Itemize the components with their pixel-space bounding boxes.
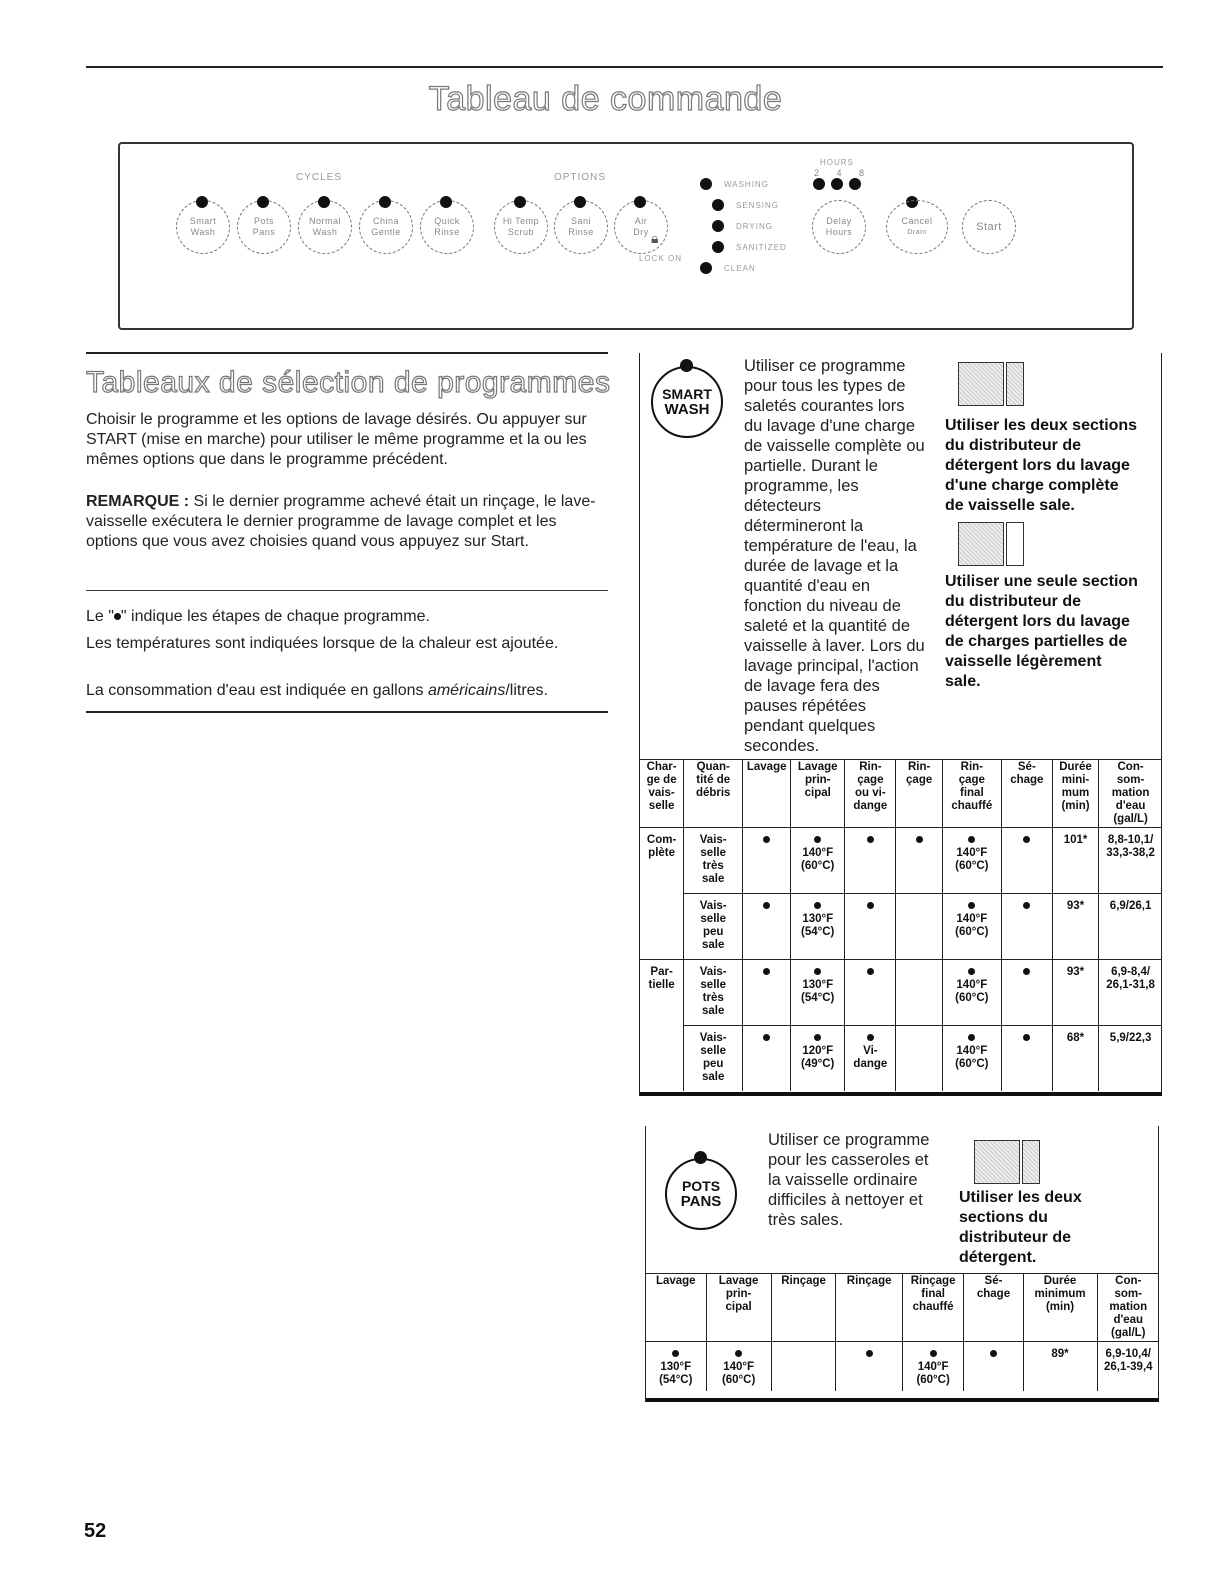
dry-cell xyxy=(1001,894,1052,960)
hours-label: HOURS xyxy=(820,158,854,167)
soil-cell-text: Vais- selle très sale xyxy=(699,966,727,1017)
water-cell xyxy=(1099,960,1162,1026)
rinse-cell xyxy=(896,1026,942,1092)
note-line: d'une charge complète xyxy=(945,477,1119,494)
load-cell xyxy=(640,894,684,960)
pots-dispenser-icon xyxy=(974,1140,1020,1184)
step-dot-icon xyxy=(930,1350,937,1357)
sensing-label: SENSING xyxy=(736,201,780,210)
note-line: Utiliser les deux sections xyxy=(945,417,1138,434)
table-row xyxy=(640,960,1162,1026)
hours-value-8: 8 xyxy=(858,168,864,178)
final-rinse-cell-text: 140°F (60°C) xyxy=(955,979,989,1004)
step-dot-icon xyxy=(735,1350,742,1357)
hours-8-led xyxy=(849,178,861,190)
pots-pans-button[interactable]: Pots Pans xyxy=(237,200,291,254)
rinse-drain-cell xyxy=(845,960,896,1026)
clean-label: CLEAN xyxy=(724,264,756,273)
column-header xyxy=(791,760,845,828)
description-line: détecteurs xyxy=(744,497,822,515)
column-header xyxy=(902,1274,964,1342)
water-line: La consommation d'eau est indiquée en gallons américains/litres. xyxy=(86,682,548,699)
china-gentle-button[interactable]: China Gentle xyxy=(359,200,413,254)
column-header-text: Durée mini- mum (min) xyxy=(1059,761,1092,812)
column-header-text: Lavage prin- cipal xyxy=(718,1275,759,1313)
main-wash-cell-text: 140°F (60°C) xyxy=(721,1361,756,1386)
rinse-drain-cell-text: Vi- dange xyxy=(853,1045,888,1070)
dispenser-both-icon-side xyxy=(1006,362,1024,406)
final-rinse-cell xyxy=(942,960,1001,1026)
main-wash-cell xyxy=(791,894,845,960)
description-line: programme, les xyxy=(744,477,859,495)
load-cell xyxy=(640,828,684,894)
note-line: détergent lors du lavage xyxy=(945,457,1130,474)
rinse-drain-cell xyxy=(845,894,896,960)
column-header-text: Rin- çage final chauffé xyxy=(951,761,993,812)
soil-cell xyxy=(684,960,743,1026)
soil-cell xyxy=(684,1026,743,1092)
step-dot-icon xyxy=(1023,968,1030,975)
clean-led xyxy=(700,262,712,274)
column-header xyxy=(771,1274,836,1342)
column-header xyxy=(845,760,896,828)
water-cell-text: 6,9/26,1 xyxy=(1109,900,1152,912)
time-cell xyxy=(1052,1026,1098,1092)
smart-wash-badge: SMART WASH xyxy=(651,366,723,438)
bullet-dot-icon xyxy=(114,613,121,620)
column-header xyxy=(646,1274,706,1342)
washing-label: WASHING xyxy=(724,180,769,189)
note-line: détergent. xyxy=(959,1249,1037,1266)
time-cell-text: 101* xyxy=(1063,834,1088,846)
note-line: Utiliser une seule section xyxy=(945,573,1138,590)
rinse-cell xyxy=(896,960,942,1026)
legend-line: Le " " indique les étapes de chaque programme. xyxy=(86,608,430,625)
note-line: détergent lors du lavage xyxy=(945,613,1130,630)
pots-pans-table xyxy=(646,1273,1159,1391)
dispenser-one-icon-side xyxy=(1006,522,1024,566)
china-gentle-led xyxy=(379,196,391,208)
lock-icon: 🔒︎ xyxy=(651,230,659,246)
step-dot-icon xyxy=(867,902,874,909)
sanitized-label: SANITIZED xyxy=(736,243,787,252)
hi-temp-scrub-button[interactable]: Hi Temp Scrub xyxy=(494,200,548,254)
time-cell-text: 93* xyxy=(1066,966,1085,978)
column-header xyxy=(1052,760,1098,828)
column-header xyxy=(942,760,1001,828)
description-line: de lavage fera des xyxy=(744,677,880,695)
final-rinse-cell-text: 140°F (60°C) xyxy=(955,913,989,938)
rinse-drain-cell xyxy=(845,828,896,894)
main-wash-cell xyxy=(791,828,845,894)
description-line: détermineront la xyxy=(744,517,864,535)
dry-cell xyxy=(1001,828,1052,894)
description-line: saleté et la quantité de xyxy=(744,617,911,635)
table-header-row xyxy=(646,1274,1159,1342)
washing-led xyxy=(700,178,712,190)
dispenser-one-icon xyxy=(958,522,1004,566)
step-dot-icon xyxy=(814,968,821,975)
section-heading: Tableaux de sélection de programmes xyxy=(86,366,611,399)
table-row xyxy=(640,828,1162,894)
description-line: secondes. xyxy=(744,737,820,755)
note-line: de charges partielles de xyxy=(945,633,1128,650)
description-line: de vaisselle complète ou xyxy=(744,437,925,455)
description-line: pour tous les types de xyxy=(744,377,906,395)
smart-wash-badge-dot xyxy=(680,359,693,372)
step-dot-icon xyxy=(672,1350,679,1357)
lock-on-label: LOCK ON xyxy=(639,254,683,263)
column-header xyxy=(896,760,942,828)
column-header xyxy=(640,760,684,828)
hi-temp-led xyxy=(514,196,526,208)
note-label: REMARQUE : xyxy=(86,493,190,510)
cancel-drain-button[interactable]: Cancel Drain xyxy=(886,200,948,254)
intro-paragraph: Choisir le programme et les options de lavage désirés. Ou appuyer sur START (mise en marche) pour utiliser le même programme et la ou les mêmes options que dans le programme précédent. xyxy=(86,411,587,468)
delay-hours-button[interactable]: Delay Hours xyxy=(812,200,866,254)
smart-wash-led xyxy=(196,196,208,208)
column-header-text: Lavage xyxy=(746,761,787,773)
table-header-row xyxy=(640,760,1162,828)
quick-rinse-button[interactable]: Quick Rinse xyxy=(420,200,474,254)
hours-values xyxy=(814,168,864,178)
column-header-text: Durée minimum (min) xyxy=(1034,1275,1086,1313)
cycles-label: CYCLES xyxy=(296,172,343,183)
description-line: quantité d'eau en xyxy=(744,577,871,595)
load-cell xyxy=(640,1026,684,1092)
description-line: très sales. xyxy=(768,1211,844,1229)
wash-cell xyxy=(743,960,791,1026)
pots-pans-description xyxy=(768,1130,968,1230)
water-cell-text: 6,9-8,4/ 26,1-31,8 xyxy=(1106,966,1155,991)
final-rinse-cell-text: 140°F (60°C) xyxy=(955,847,989,872)
step-dot-icon xyxy=(968,902,975,909)
column-header xyxy=(1097,1274,1159,1342)
smart-wash-description xyxy=(744,356,944,756)
note-paragraph xyxy=(86,492,610,552)
pots-note xyxy=(959,1188,1149,1268)
description-line: pendant quelques xyxy=(744,717,876,735)
soil-cell-text: Vais- selle peu sale xyxy=(699,900,727,951)
sanitized-led xyxy=(712,241,724,253)
soil-cell xyxy=(684,894,743,960)
description-line: la vaisselle ordinaire xyxy=(768,1171,918,1189)
step-dot-icon xyxy=(814,836,821,843)
step-dot-icon xyxy=(968,1034,975,1041)
soil-cell-text: Vais- selle peu sale xyxy=(699,1032,727,1083)
smart-note-one-section xyxy=(945,572,1160,692)
note-text: Si le dernier programme achevé était un rinçage, le lave-vaisselle exécutera le dernier programme de lavage complet et les options que vous avez choisies quand vous appuyez sur Start. xyxy=(86,493,596,550)
water-cell xyxy=(1099,894,1162,960)
step-dot-icon xyxy=(968,968,975,975)
main-wash-cell-text: 120°F (49°C) xyxy=(801,1045,835,1070)
step-dot-icon xyxy=(814,902,821,909)
step-dot-icon xyxy=(968,836,975,843)
dispenser-both-icon xyxy=(958,362,1004,406)
step-dot-icon xyxy=(1023,902,1030,909)
table-row xyxy=(640,1026,1162,1092)
column-header-text: Lavage prin- cipal xyxy=(797,761,838,799)
wash-cell xyxy=(743,828,791,894)
smart-table-bottom-rule xyxy=(640,1092,1162,1096)
page-title: Tableau de commande xyxy=(428,80,783,118)
column-header xyxy=(1023,1274,1097,1342)
column-header xyxy=(684,760,743,828)
load-cell xyxy=(640,960,684,1026)
column-header-text: Rin- çage xyxy=(906,761,933,786)
hours-value-4: 4 xyxy=(836,168,842,178)
column-header xyxy=(1001,760,1052,828)
description-line: Utiliser ce programme xyxy=(768,1131,930,1149)
dry-cell xyxy=(1001,1026,1052,1092)
step-dot-icon xyxy=(763,902,770,909)
note-line: du distributeur de xyxy=(945,593,1081,610)
page-number: 52 xyxy=(84,1520,107,1542)
column-header-text: Rinçage xyxy=(846,1275,892,1287)
rinse-cell xyxy=(896,828,942,894)
note-line: du distributeur de xyxy=(945,437,1081,454)
description-line: pour les casseroles et xyxy=(768,1151,929,1169)
quick-rinse-led xyxy=(440,196,452,208)
main-wash-cell-text: 130°F (54°C) xyxy=(801,979,835,1004)
column-header-text: Char- ge de vais- selle xyxy=(646,761,677,812)
load-cell-text: Par- tielle xyxy=(648,966,675,991)
main-wash-cell xyxy=(706,1342,771,1392)
description-line: difficiles à nettoyer et xyxy=(768,1191,923,1209)
description-line: Utiliser ce programme xyxy=(744,357,906,375)
sensing-led xyxy=(712,199,724,211)
time-cell-text: 89* xyxy=(1051,1348,1069,1360)
step-dot-icon xyxy=(763,1034,770,1041)
final-rinse-cell xyxy=(942,828,1001,894)
rinse-drain-cell xyxy=(845,1026,896,1092)
wash-cell xyxy=(743,1026,791,1092)
top-rule xyxy=(86,66,1163,68)
wash-cell xyxy=(646,1342,706,1392)
table-row xyxy=(646,1342,1159,1392)
smart-wash-table xyxy=(640,759,1162,1091)
column-header-text: Rinçage final chauffé xyxy=(910,1275,956,1313)
final-rinse-cell xyxy=(942,1026,1001,1092)
step-dot-icon xyxy=(866,1350,873,1357)
description-line: durée de lavage et la xyxy=(744,557,899,575)
final-rinse-cell-text: 140°F (60°C) xyxy=(955,1045,989,1070)
time-cell xyxy=(1023,1342,1097,1392)
step-dot-icon xyxy=(814,1034,821,1041)
pots-pans-badge-dot xyxy=(694,1151,707,1164)
description-line: partielle. Durant le xyxy=(744,457,878,475)
start-button[interactable]: Start xyxy=(962,200,1016,254)
sani-rinse-led xyxy=(574,196,586,208)
pots-pans-led xyxy=(257,196,269,208)
pots-pans-badge: POTS PANS xyxy=(665,1158,737,1230)
water-cell-text: 6,9-10,4/ 26,1-39,4 xyxy=(1103,1348,1153,1373)
column-header-text: Sé- chage xyxy=(976,1275,1011,1300)
soil-cell xyxy=(684,828,743,894)
description-line: vaisselle à laver. Lors du xyxy=(744,637,925,655)
hours-2-led xyxy=(813,178,825,190)
rinse-cell xyxy=(836,1342,902,1392)
note-line: sale. xyxy=(945,673,981,690)
step-dot-icon xyxy=(1023,836,1030,843)
column-header-text: Con- som- mation d'eau (gal/L) xyxy=(1111,761,1150,825)
left-bottom-rule xyxy=(86,711,608,713)
drying-label: DRYING xyxy=(736,222,773,231)
normal-wash-button[interactable]: Normal Wash xyxy=(298,200,352,254)
temps-line: Les températures sont indiquées lorsque de la chaleur est ajoutée. xyxy=(86,635,559,652)
dry-cell xyxy=(964,1342,1023,1392)
time-cell xyxy=(1052,828,1098,894)
load-cell-text: Com- plète xyxy=(646,834,677,859)
hours-value-2: 2 xyxy=(814,168,820,178)
rinse-cell xyxy=(771,1342,836,1392)
left-mid-rule xyxy=(86,590,608,591)
water-cell xyxy=(1099,828,1162,894)
column-header-text: Rinçage xyxy=(781,1275,826,1287)
options-label: OPTIONS xyxy=(554,172,607,183)
column-header xyxy=(743,760,791,828)
step-dot-icon xyxy=(1023,1034,1030,1041)
description-line: du lavage d'une charge xyxy=(744,417,916,435)
final-rinse-cell-text: 140°F (60°C) xyxy=(916,1361,950,1386)
description-line: fonction du niveau de xyxy=(744,597,901,615)
description-line: pauses répétées xyxy=(744,697,867,715)
main-wash-cell xyxy=(791,960,845,1026)
step-dot-icon xyxy=(916,836,923,843)
final-rinse-cell xyxy=(902,1342,964,1392)
final-rinse-cell xyxy=(942,894,1001,960)
pots-dispenser-icon-side xyxy=(1022,1140,1040,1184)
description-line: saletés courantes lors xyxy=(744,397,905,415)
main-wash-cell-text: 140°F (60°C) xyxy=(801,847,835,872)
step-dot-icon xyxy=(763,968,770,975)
main-wash-cell xyxy=(791,1026,845,1092)
column-header-text: Quan- tité de débris xyxy=(695,761,731,799)
description-line: température de l'eau, la xyxy=(744,537,917,555)
air-dry-button[interactable]: Air Dry xyxy=(614,200,668,254)
column-header-text: Rin- çage ou vi- dange xyxy=(853,761,888,812)
time-cell xyxy=(1052,960,1098,1026)
table-row xyxy=(640,894,1162,960)
soil-cell-text: Vais- selle très sale xyxy=(699,834,727,885)
water-cell-text: 8,8-10,1/ 33,3-38,2 xyxy=(1106,834,1155,859)
note-line: distributeur de xyxy=(959,1229,1072,1246)
note-line: Utiliser les deux xyxy=(959,1189,1082,1206)
column-header-text: Sé- chage xyxy=(1010,761,1044,786)
drying-led xyxy=(712,220,724,232)
water-cell xyxy=(1099,1026,1162,1092)
note-line: sections du xyxy=(959,1209,1048,1226)
left-top-rule xyxy=(86,352,608,354)
step-dot-icon xyxy=(763,836,770,843)
wash-cell-text: 130°F (54°C) xyxy=(659,1361,693,1386)
note-line: vaisselle légèrement xyxy=(945,653,1102,670)
smart-note-both-sections xyxy=(945,416,1160,516)
step-dot-icon xyxy=(867,836,874,843)
column-header-text: Con- som- mation d'eau (gal/L) xyxy=(1109,1275,1148,1339)
hours-4-led xyxy=(831,178,843,190)
control-panel-illustration xyxy=(118,142,1134,330)
step-dot-icon xyxy=(990,1350,997,1357)
air-dry-led xyxy=(634,196,646,208)
column-header xyxy=(836,1274,902,1342)
dry-cell xyxy=(1001,960,1052,1026)
description-line: lavage principal, l'action xyxy=(744,657,919,675)
column-header xyxy=(1099,760,1162,828)
time-cell xyxy=(1052,894,1098,960)
column-header xyxy=(964,1274,1023,1342)
smart-wash-button[interactable]: Smart Wash xyxy=(176,200,230,254)
main-wash-cell-text: 130°F (54°C) xyxy=(801,913,835,938)
pots-table-bottom-rule xyxy=(646,1398,1159,1402)
column-header-text: Lavage xyxy=(655,1275,696,1287)
step-dot-icon xyxy=(867,1034,874,1041)
note-line: de vaisselle sale. xyxy=(945,497,1075,514)
water-cell-text: 5,9/22,3 xyxy=(1109,1032,1152,1044)
column-header xyxy=(706,1274,771,1342)
time-cell-text: 93* xyxy=(1066,900,1085,912)
sani-rinse-button[interactable]: Sani Rinse xyxy=(554,200,608,254)
normal-wash-led xyxy=(318,196,330,208)
step-dot-icon xyxy=(867,968,874,975)
water-cell xyxy=(1097,1342,1159,1392)
wash-cell xyxy=(743,894,791,960)
rinse-cell xyxy=(896,894,942,960)
time-cell-text: 68* xyxy=(1066,1032,1085,1044)
